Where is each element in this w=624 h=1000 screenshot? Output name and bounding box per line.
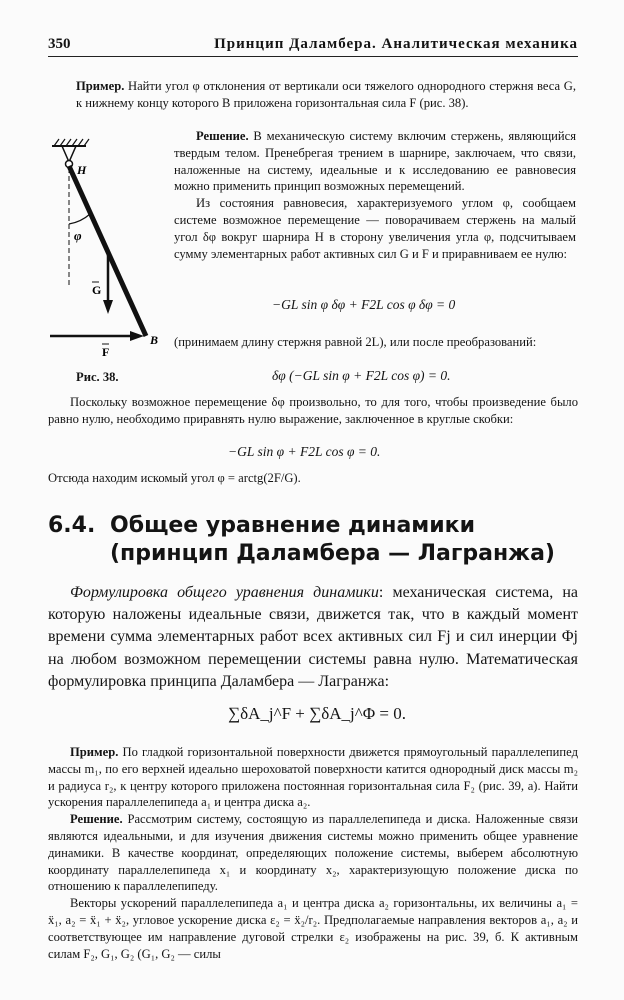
dalembert-lagrange-equation: ∑δA_j^F + ∑δA_j^Φ = 0.: [228, 704, 407, 723]
paragraph-virtual-displacement: Из состояния равновесия, характеризуемого углом φ, сообщаем системе возможное перемещение — поворачиваем стержень на малый угол δφ вокруг шарнира H в сторону увеличения угла φ, подсчитываем сумму элементарных работ активных сил G и F и приравниваем ее нулю:: [174, 196, 576, 261]
label-H: H: [77, 163, 87, 177]
equation-2: δφ (−GL sin φ + F2L cos φ) = 0.: [272, 368, 451, 383]
ceiling-hatch: [54, 139, 89, 146]
figure-38: [44, 138, 174, 362]
formulation-text: : механическая система, на которую наложены идеальные связи, движется так, что в каждый момент времени сумма элементарных работ всех активных сил Fj и сил инерции Φj на любом возможном перемещении системы равна нулю. Математическая формулировка принципа Даламбера — Лагранжа:: [48, 584, 579, 690]
example2: [48, 744, 578, 962]
figure-38-caption: Рис. 38.: [76, 370, 119, 384]
label-F: F: [102, 345, 110, 359]
solution-text: В механическую систему включим стержень, являющийся твердым телом. Пренебрегая трением в шарнире, заключаем, что связи, наложенные на систему, идеальные и к исследованию ее равновесия можно применить принцип возможных перемещений.: [174, 129, 576, 194]
page-number: 350: [48, 36, 71, 52]
label-G: G: [92, 283, 102, 297]
example1-note: [174, 334, 576, 351]
example2-solution-text: Рассмотрим систему, состоящую из параллелепипеда и диска. Наложенные связи являются идеальными, и для изучения движения системы можно применить общее уравнение динамики. В качестве координат, определяющих положение системы, выберем абсолютную координату параллелепипеда x₁ и координату x₂, характеризующую положение диска по отношению к параллелепипеду.: [48, 812, 578, 894]
solution-label: Решение.: [196, 129, 249, 143]
example1-conclusion: [48, 394, 578, 428]
equation-3: −GL sin φ + F2L cos φ = 0.: [228, 444, 381, 459]
page-header: [48, 36, 578, 57]
paragraph-rod-length: (принимаем длину стержня равной 2L), или после преобразований:: [174, 335, 537, 349]
label-phi: φ: [74, 228, 82, 243]
example1-task: Найти угол φ отклонения от вертикали оси тяжелого однородного стержня веса G, к нижнему концу которого B приложена горизонтальная сила F (рис. 38).: [76, 79, 576, 110]
running-title: Принцип Даламбера. Аналитическая механика: [214, 36, 578, 52]
section-heading: [48, 512, 555, 568]
hinge-support: [62, 146, 76, 162]
section-title-line2: (принцип Даламбера — Лагранжа): [110, 541, 555, 566]
section-title-line1: Общее уравнение динамики: [110, 513, 476, 538]
section-number: 6.4.: [48, 513, 96, 538]
paragraph-answer: Отсюда находим искомый угол φ = arctg(2F/G).: [48, 471, 301, 485]
equation-1: −GL sin φ δφ + F2L cos φ δφ = 0: [272, 297, 456, 312]
formulation-lead: Формулировка общего уравнения динамики: [70, 584, 379, 601]
example1-solution: [174, 128, 576, 262]
example2-label: Пример.: [70, 745, 119, 759]
formulation-paragraph: [48, 582, 578, 693]
gravity-arrowhead: [103, 300, 113, 314]
example1-answer: [48, 470, 578, 487]
label-B: B: [150, 333, 159, 347]
example2-task: По гладкой горизонтальной поверхности движется прямоугольный параллелепипед массы m₁, по его верхней идеально шероховатой поверхности катится однородный диск массы m₂ и радиуса r₂, к центру которого приложена постоянная горизонтальная сила F₂ (рис. 39, а). Найти ускорения параллелепипеда a₁ и центра диска a₂.: [48, 745, 578, 810]
example1-intro: [76, 78, 576, 112]
example2-accelerations: Векторы ускорений параллелепипеда a₁ и центра диска a₂ горизонтальны, их величины a₁ = ẍ₁, a₂ = ẍ₁ + ẍ₂, угловое ускорение диска ε₂ = ẍ₂/r₂. Предполагаемые направления векторов a₁, a₂ и соответствующее им направление дуговой стрелки ε₂ изображены на рис. 39, б. К активным силам F₂, G₁, G₂ (G₁, G₂ — силы: [48, 896, 578, 961]
angle-arc: [69, 214, 90, 224]
example-label: Пример.: [76, 79, 125, 93]
example2-solution-label: Решение.: [70, 812, 123, 827]
paragraph-arbitrary: Поскольку возможное перемещение δφ произвольно, то для того, чтобы произведение было равно нулю, необходимо приравнять нулю выражение, заключенное в круглые скобки:: [48, 395, 578, 426]
